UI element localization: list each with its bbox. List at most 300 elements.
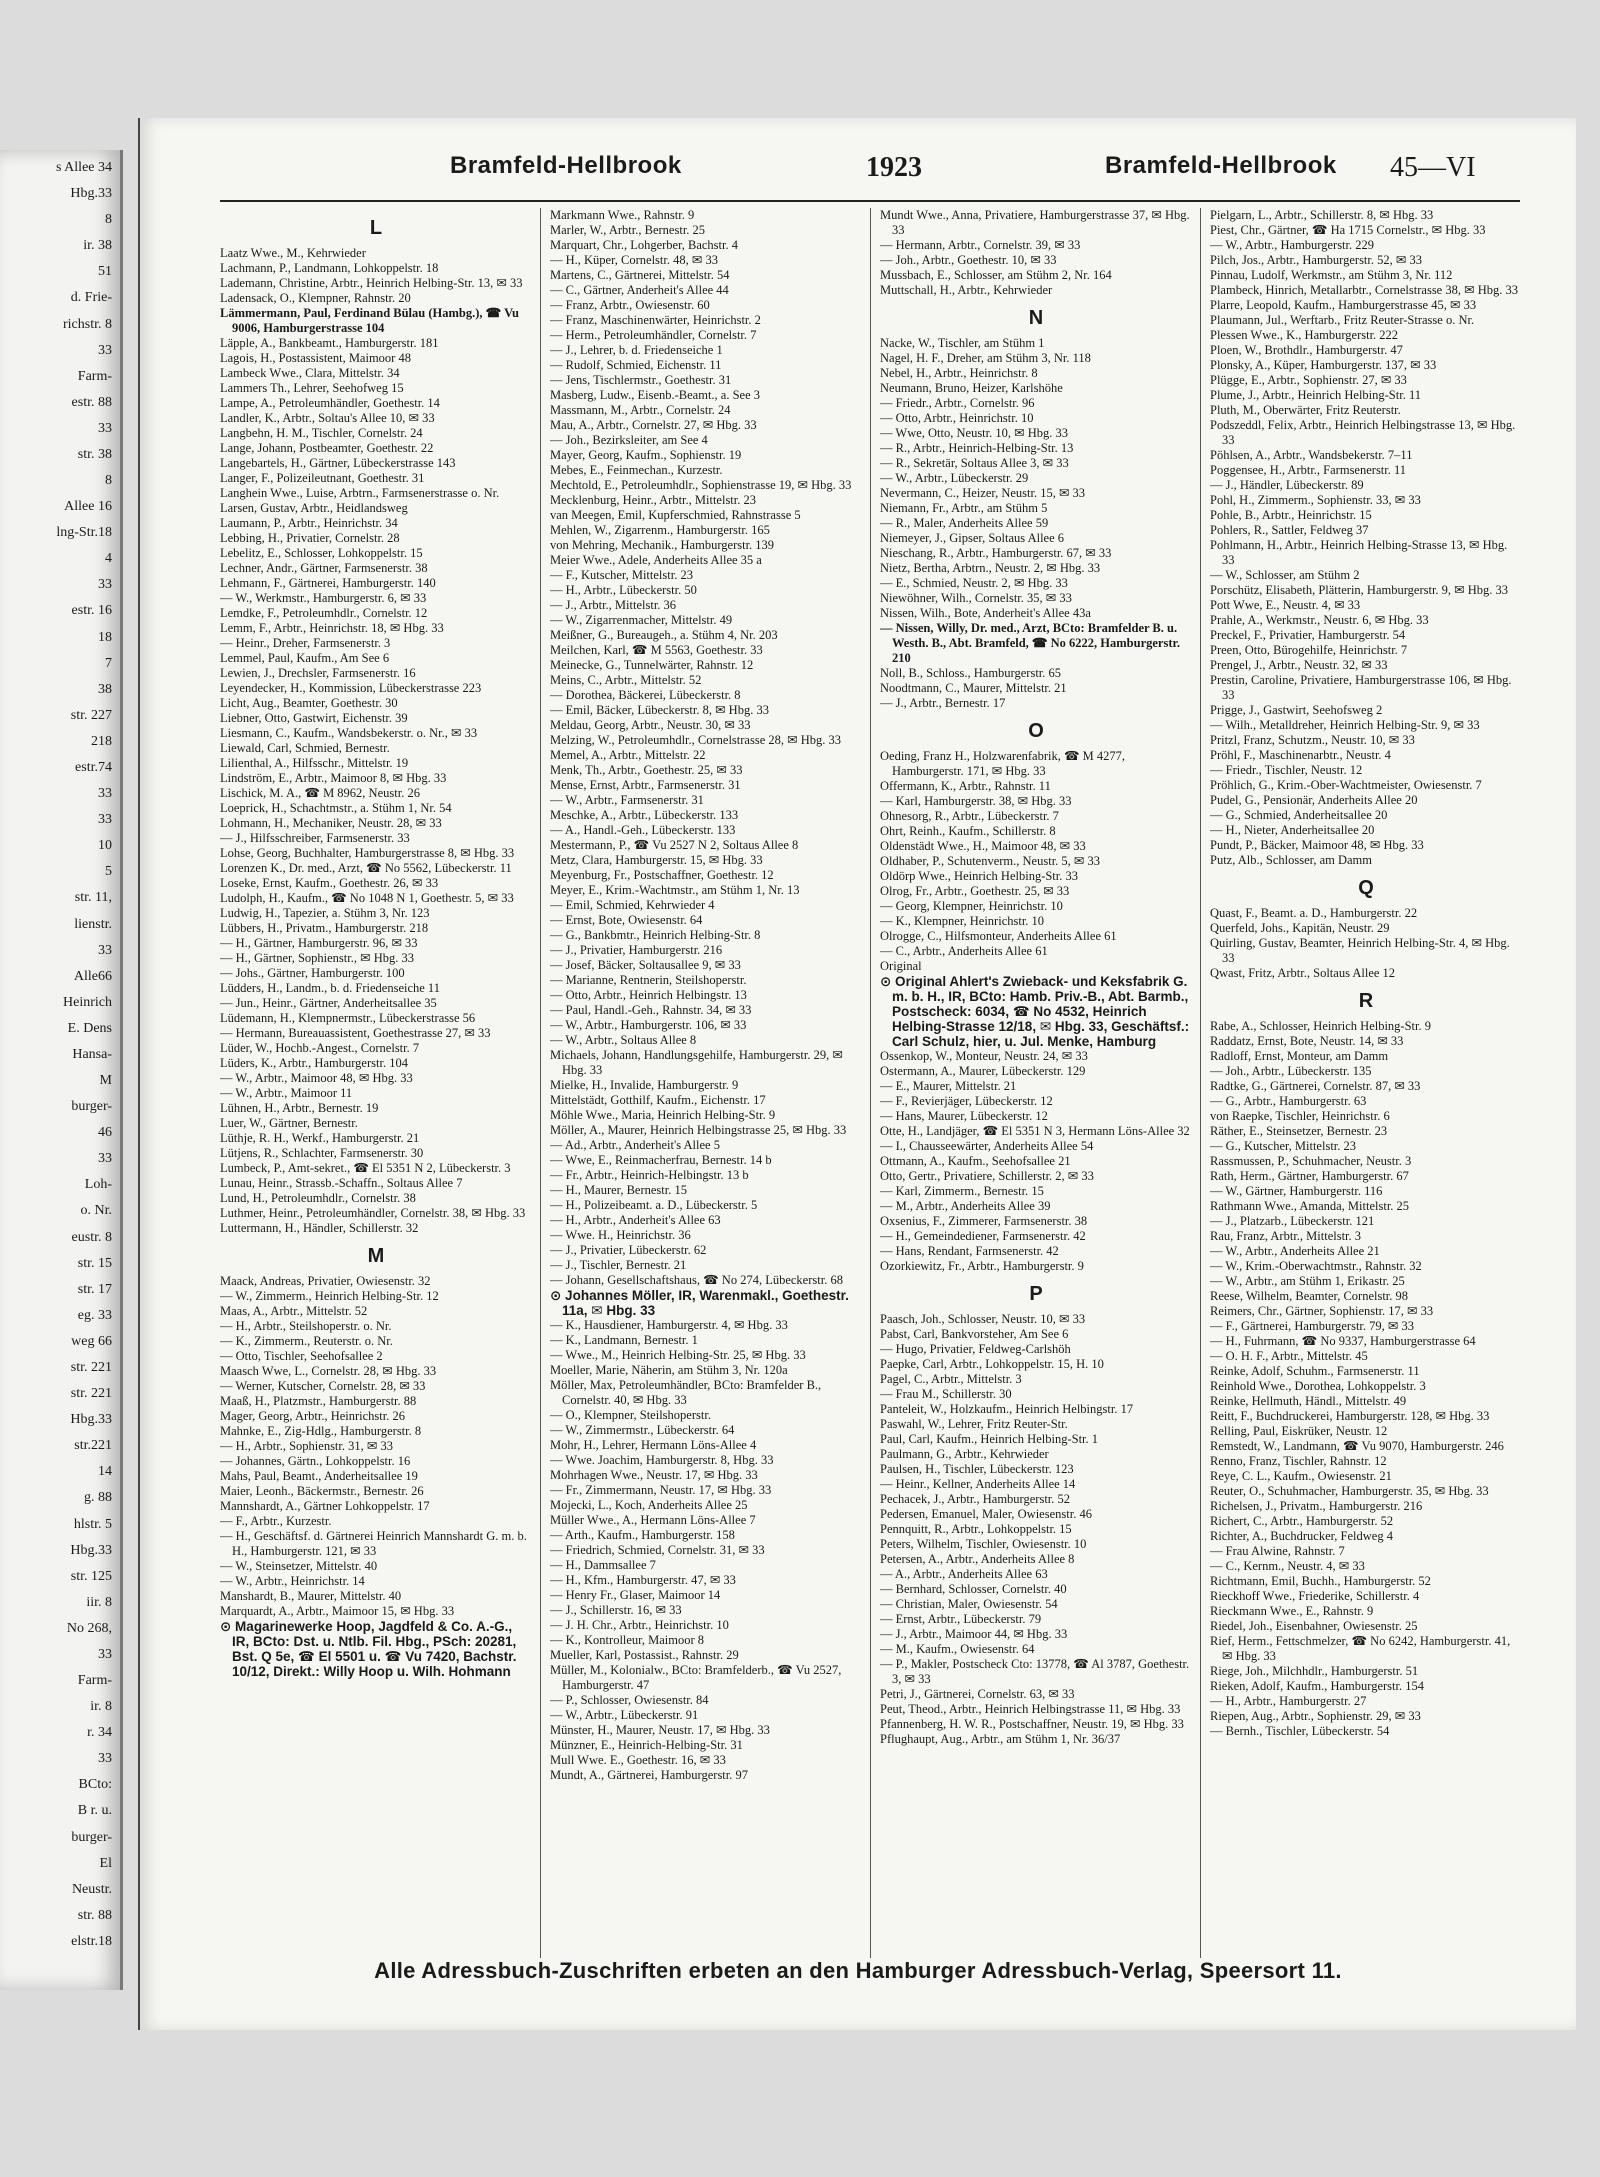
directory-entry: Rieckmann Wwe., E., Rahnstr. 9 [1210,1604,1374,1618]
directory-entry: Mueller, Karl, Postassist., Rahnstr. 29 [550,1648,739,1662]
directory-entry: Rau, Franz, Arbtr., Mittelstr. 3 [1210,1229,1362,1243]
directory-entry: Plessen Wwe., K., Hamburgerstr. 222 [1210,328,1399,342]
directory-entry: — K., Kontrolleur, Maimoor 8 [550,1633,704,1647]
previous-page-fragment: 33 [98,342,112,358]
previous-page-fragment: burger- [71,1099,112,1115]
directory-entry: Pagel, C., Arbtr., Mittelstr. 3 [880,1372,1022,1386]
directory-entry: Mundt Wwe., Anna, Privatiere, Hamburgerstrasse 37, ✉ Hbg. 33 [880,208,1190,237]
directory-entry: Möller, Max, Petroleumhändler, BCto: Bramfelder B., Cornelstr. 40, ✉ Hbg. 33 [550,1378,822,1407]
directory-entry: Plügge, E., Arbtr., Sophienstr. 27, ✉ 33 [1210,373,1407,387]
directory-entry: Nietz, Bertha, Arbtrn., Neustr. 2, ✉ Hbg. 33 [880,561,1101,575]
directory-entry: Ostermann, A., Maurer, Lübeckerstr. 129 [880,1064,1086,1078]
directory-entry: Liebner, Otto, Gastwirt, Eichenstr. 39 [220,711,408,725]
directory-entry: — Marianne, Rentnerin, Steilshoperstr. [550,973,747,987]
directory-entry: Original [880,959,922,973]
directory-entry: Mehlen, W., Zigarrenm., Hamburgerstr. 165 [550,523,770,537]
previous-page-fragment: Hbg.33 [70,186,112,202]
directory-entry: — Fr., Arbtr., Heinrich-Helbingstr. 13 b [550,1168,749,1182]
directory-entry: Pielgarn, L., Arbtr., Schillerstr. 8, ✉ Hbg. 33 [1210,208,1434,222]
previous-page-fragment: g. 88 [84,1490,112,1506]
directory-entry: — G., Kutscher, Mittelstr. 23 [1210,1139,1357,1153]
section-letter: Q [1358,877,1374,899]
directory-entry: Oldhaber, P., Schutenverm., Neustr. 5, ✉ 33 [880,854,1101,868]
directory-entry: Preen, Otto, Bürogehilfe, Heinrichstr. 7 [1210,643,1408,657]
directory-entry: Otte, H., Landjäger, ☎ El 5351 N 3, Hermann Löns-Allee 32 [880,1124,1190,1138]
directory-entry: — Jun., Heinr., Gärtner, Anderheitsallee 35 [220,996,437,1010]
directory-entry: — Henry Fr., Glaser, Maimoor 14 [550,1588,721,1602]
directory-entry: — H., Küper, Cornelstr. 48, ✉ 33 [550,253,718,267]
previous-page-fragment: 5 [105,864,112,880]
previous-page-fragment: s Allee 34 [56,160,112,175]
directory-entry: Rath, Herm., Gärtner, Hamburgerstr. 67 [1210,1169,1409,1183]
directory-entry: Peters, Wilhelm, Tischler, Owiesenstr. 10 [880,1537,1087,1551]
directory-entry: Pilch, Jos., Arbtr., Hamburgerstr. 52, ✉ 33 [1210,253,1422,267]
previous-page-fragment: elstr.18 [71,1933,112,1949]
directory-entry: Lohse, Georg, Buchhalter, Hamburgerstrasse 8, ✉ Hbg. 33 [220,846,515,860]
directory-entry: — J., Privatier, Hamburgerstr. 216 [550,943,723,957]
directory-entry: Ploen, W., Brothdlr., Hamburgerstr. 47 [1210,343,1403,357]
directory-entry: — M., Arbtr., Anderheits Allee 39 [880,1199,1051,1213]
directory-entry: Olrogge, C., Hilfsmonteur, Anderheits Allee 61 [880,929,1117,943]
directory-entry: — A., Handl.-Geh., Lübeckerstr. 133 [550,823,736,837]
header-year: 1923 [866,152,922,183]
previous-page-fragment: 33 [98,1751,112,1767]
directory-entry: — G., Bankbmtr., Heinrich Helbing-Str. 8 [550,928,761,942]
previous-page-fragment: 33 [98,420,112,436]
directory-entry: Martens, C., Gärtnerei, Mittelstr. 54 [550,268,730,282]
directory-entry: — W., Arbtr., am Stühm 1, Erikastr. 25 [1210,1274,1405,1288]
directory-entry: Mager, Georg, Arbtr., Heinrichstr. 26 [220,1409,405,1423]
directory-entry: Putz, Alb., Schlosser, am Damm [1210,853,1372,867]
directory-entry: — Joh., Bezirksleiter, am See 4 [550,433,708,447]
column-divider [1200,208,1201,1958]
directory-entry: Langhein Wwe., Luise, Arbtrn., Farmsenerstrasse o. Nr. [220,486,500,500]
directory-entry: Mannshardt, A., Gärtner Lohkoppelstr. 17 [220,1499,430,1513]
directory-entry: Plambeck, Hinrich, Metallarbtr., Cornelstrasse 38, ✉ Hbg. 33 [1210,283,1518,297]
directory-entry: Maack, Andreas, Privatier, Owiesenstr. 32 [220,1274,431,1288]
directory-entry: — Friedrich, Schmied, Cornelstr. 31, ✉ 33 [550,1543,765,1557]
previous-page-fragment: 33 [98,812,112,828]
directory-entry: — Arth., Kaufm., Hamburgerstr. 158 [550,1528,735,1542]
previous-page-fragment: iir. 8 [86,1594,112,1610]
directory-entry: Prigge, J., Gastwirt, Seehofsweg 2 [1210,703,1383,717]
previous-page-fragment: BCto: [78,1777,112,1793]
directory-entry: Möller, A., Maurer, Heinrich Helbingstrasse 25, ✉ Hbg. 33 [550,1123,847,1137]
directory-entry: — J., Arbtr., Maimoor 44, ✉ Hbg. 33 [880,1627,1068,1641]
directory-entry: — Ad., Arbtr., Anderheit's Allee 5 [550,1138,720,1152]
directory-entry: Paasch, Joh., Schlosser, Neustr. 10, ✉ 33 [880,1312,1086,1326]
directory-entry: Müller Wwe., A., Hermann Löns-Allee 7 [550,1513,756,1527]
directory-entry: Oldenstädt Wwe., H., Maimoor 48, ✉ 33 [880,839,1086,853]
directory-entry: Preckel, F., Privatier, Hamburgerstr. 54 [1210,628,1406,642]
previous-page-fragment: weg 66 [71,1333,112,1349]
directory-entry: — P., Schlosser, Owiesenstr. 84 [550,1693,709,1707]
directory-entry: Loeprick, H., Schachtmstr., a. Stühm 1, Nr. 54 [220,801,452,815]
directory-entry: Paul, Carl, Kaufm., Heinrich Helbing-Str. 1 [880,1432,1099,1446]
directory-entry: — W., Arbtr., Maimoor 11 [220,1086,353,1100]
directory-entry: Reinke, Hellmuth, Händl., Mittelstr. 49 [1210,1394,1407,1408]
previous-page-fragment: str. 17 [77,1281,112,1297]
previous-page-fragment: 14 [98,1464,112,1480]
directory-entry: Lammers Th., Lehrer, Seehofweg 15 [220,381,404,395]
directory-entry: Mojecki, L., Koch, Anderheits Allee 25 [550,1498,748,1512]
directory-entry: — E., Maurer, Mittelstr. 21 [880,1079,1017,1093]
directory-entry: — H., Arbtr., Hamburgerstr. 27 [1210,1694,1367,1708]
directory-entry: Neumann, Bruno, Heizer, Karlshöhe [880,381,1063,395]
directory-entry: Lübbers, H., Privatm., Hamburgerstr. 218 [220,921,429,935]
directory-entry: — Jens, Tischlermstr., Goethestr. 31 [550,373,732,387]
previous-page-fragment: str. 38 [77,446,112,462]
directory-entry: Lütjens, R., Schlachter, Farmsenerstr. 30 [220,1146,424,1160]
directory-entry: Lehmann, F., Gärtnerei, Hamburgerstr. 140 [220,576,436,590]
directory-entry: Petersen, A., Arbtr., Anderheits Allee 8 [880,1552,1075,1566]
previous-page-fragment: d. Frie- [70,290,112,306]
directory-entry: — W., Arbtr., Hamburgerstr. 229 [1210,238,1375,252]
directory-entry: Plume, J., Arbtr., Heinrich Helbing-Str. 11 [1210,388,1421,402]
directory-entry: — J., Lehrer, b. d. Friedenseiche 1 [550,343,723,357]
directory-entry: Prengel, J., Arbtr., Neustr. 32, ✉ 33 [1210,658,1388,672]
directory-entry: — Johannes, Gärtn., Lohkoppelstr. 16 [220,1454,411,1468]
directory-entry: Laatz Wwe., M., Kehrwieder [220,246,366,260]
previous-page-fragment: 218 [91,733,112,749]
previous-page-fragment: 33 [98,786,112,802]
directory-entry: Oeding, Franz H., Holzwarenfabrik, ☎ M 4277, Hamburgerstr. 171, ✉ Hbg. 33 [880,749,1126,778]
directory-entry: — Heinr., Dreher, Farmsenerstr. 3 [220,636,391,650]
directory-entry: Pflughaupt, Aug., Arbtr., am Stühm 1, Nr. 36/37 [880,1732,1121,1746]
directory-entry: — F., Gärtnerei, Hamburgerstr. 79, ✉ 33 [1210,1319,1414,1333]
directory-entry: — Johann, Gesellschaftshaus, ☎ No 274, Lübeckerstr. 68 [550,1273,843,1287]
directory-entry: Lademann, Christine, Arbtr., Heinrich Helbing-Str. 13, ✉ 33 [220,276,523,290]
directory-entry: Remstedt, W., Landmann, ☎ Vu 9070, Hamburgerstr. 246 [1210,1439,1504,1453]
directory-entry: — I., Chausseewärter, Anderheits Allee 54 [880,1139,1094,1153]
directory-entry: Ludwig, H., Tapezier, a. Stühm 3, Nr. 123 [220,906,430,920]
directory-entry: — W., Arbtr., Lübeckerstr. 91 [550,1708,699,1722]
previous-page-fragment: Neustr. [71,1881,112,1897]
previous-page-fragment: Alle66 [73,968,112,984]
directory-entry: Noll, B., Schloss., Hamburgerstr. 65 [880,666,1062,680]
directory-entry: Paulmann, G., Arbtr., Kehrwieder [880,1447,1049,1461]
directory-entry: — Johs., Gärtner, Hamburgerstr. 100 [220,966,405,980]
directory-entry: Maier, Leonh., Bäckermstr., Bernestr. 26 [220,1484,424,1498]
directory-entry: Marquardt, A., Arbtr., Maimoor 15, ✉ Hbg. 33 [220,1604,455,1618]
directory-entry: Podszeddl, Felix, Arbtr., Heinrich Helbingstrasse 13, ✉ Hbg. 33 [1210,418,1516,447]
directory-entry: — W., Krim.-Oberwachtmstr., Rahnstr. 32 [1210,1259,1422,1273]
directory-entry: — Emil, Schmied, Kehrwieder 4 [550,898,715,912]
directory-entry: — H., Kfm., Hamburgerstr. 47, ✉ 33 [550,1573,736,1587]
directory-entry: Meißner, G., Bureaugeh., a. Stühm 4, Nr. 203 [550,628,778,642]
directory-entry: Mayer, Georg, Kaufm., Sophienstr. 19 [550,448,742,462]
directory-entry: — K., Hausdiener, Hamburgerstr. 4, ✉ Hbg. 33 [550,1318,788,1332]
directory-entry: Plaumann, Jul., Werftarb., Fritz Reuter-Strasse o. Nr. [1210,313,1475,327]
directory-entry: — Karl, Zimmerm., Bernestr. 15 [880,1184,1044,1198]
directory-entry: Poggensee, H., Arbtr., Farmsenerstr. 11 [1210,463,1407,477]
directory-entry: Lüdders, H., Landm., b. d. Friedenseiche 11 [220,981,440,995]
directory-entry: Müller, M., Kolonialw., BCto: Bramfelderb., ☎ Vu 2527, Hamburgerstr. 47 [550,1663,842,1692]
directory-entry: Räther, E., Steinsetzer, Bernestr. 23 [1210,1124,1388,1138]
directory-entry: — W., Arbtr., Anderheits Allee 21 [1210,1244,1380,1258]
directory-column-3 [880,208,1192,1998]
directory-entry: — W., Zimmermstr., Lübeckerstr. 64 [550,1423,735,1437]
directory-entry: — F., Revierjäger, Lübeckerstr. 12 [880,1094,1053,1108]
previous-page-fragment: lienstr. [74,916,112,932]
directory-entry: — H., Polizeibeamt. a. D., Lübeckerstr. 5 [550,1198,758,1212]
directory-entry: Prahle, A., Werkmstr., Neustr. 6, ✉ Hbg. 33 [1210,613,1429,627]
directory-entry: Pluth, M., Oberwärter, Fritz Reuterstr. [1210,403,1401,417]
directory-entry: Mohrhagen Wwe., Neustr. 17, ✉ Hbg. 33 [550,1468,758,1482]
directory-entry: Mebes, E., Feinmechan., Kurzestr. [550,463,723,477]
directory-entry: Lund, H., Petroleumhdlr., Cornelstr. 38 [220,1191,416,1205]
directory-entry: Lewien, J., Drechsler, Farmsenerstr. 16 [220,666,416,680]
directory-entry: Paswahl, W., Lehrer, Fritz Reuter-Str. [880,1417,1068,1431]
directory-entry: — W., Arbtr., Lübeckerstr. 29 [880,471,1029,485]
directory-entry: Pohle, B., Arbtr., Heinrichstr. 15 [1210,508,1372,522]
directory-entry: — K., Klempner, Heinrichstr. 10 [880,914,1045,928]
previous-page-fragment: lng-Str.18 [56,525,112,541]
directory-entry: Reinke, Adolf, Schuhm., Farmsenerstr. 11 [1210,1364,1420,1378]
previous-page-fragment: E. Dens [67,1020,112,1036]
directory-entry: — H., Arbtr., Steilshoperstr. o. Nr. [220,1319,392,1333]
directory-entry: Pinnau, Ludolf, Werkmstr., am Stühm 3, Nr. 112 [1210,268,1453,282]
directory-entry: Memel, A., Arbtr., Mittelstr. 22 [550,748,706,762]
directory-entry: — C., Gärtner, Anderheit's Allee 44 [550,283,729,297]
previous-page-fragment: 33 [98,1151,112,1167]
directory-entry: — O., Klempner, Steilshoperstr. [550,1408,711,1422]
directory-entry: Meldau, Georg, Arbtr., Neustr. 30, ✉ 33 [550,718,751,732]
directory-entry: Lagois, H., Postassistent, Maimoor 48 [220,351,411,365]
directory-entry: — H., Fuhrmann, ☎ No 9337, Hamburgerstrasse 64 [1210,1334,1476,1348]
directory-entry: Menk, Th., Arbtr., Goethestr. 25, ✉ 33 [550,763,743,777]
directory-entry: Lachmann, P., Landmann, Lohkoppelstr. 18 [220,261,439,275]
directory-columns [220,208,1520,1998]
directory-entry: Metz, Clara, Hamburgerstr. 15, ✉ Hbg. 33 [550,853,763,867]
directory-column-1 [220,208,532,1998]
directory-entry: Nieschang, R., Arbtr., Hamburgerstr. 67, ✉ 33 [880,546,1112,560]
directory-entry: Luttermann, H., Händler, Schillerstr. 32 [220,1221,419,1235]
previous-page-fragment: Loh- [84,1177,112,1193]
directory-entry: — Herm., Petroleumhändler, Cornelstr. 7 [550,328,757,342]
directory-entry: Lebelitz, E., Schlosser, Lohkoppelstr. 15 [220,546,423,560]
directory-entry: — C., Arbtr., Anderheits Allee 61 [880,944,1048,958]
directory-entry: Plarre, Leopold, Kaufm., Hamburgerstrasse 45, ✉ 33 [1210,298,1477,312]
directory-entry: Läpple, A., Bankbeamt., Hamburgerstr. 181 [220,336,439,350]
previous-page-fragment: 33 [98,577,112,593]
directory-entry: Liesmann, C., Kaufm., Wandsbekerstr. o. Nr., ✉ 33 [220,726,478,740]
directory-entry: Lampe, A., Petroleumhändler, Goethestr. 14 [220,396,440,410]
previous-page-fragment: Farm- [77,368,112,384]
directory-entry: — J., Platzarb., Lübeckerstr. 121 [1210,1214,1375,1228]
previous-page-fragment: 8 [105,473,112,489]
directory-entry: Pfannenberg, H. W. R., Postschaffner, Neustr. 19, ✉ Hbg. 33 [880,1717,1184,1731]
directory-entry: Pundt, P., Bäcker, Maimoor 48, ✉ Hbg. 33 [1210,838,1424,852]
previous-page-fragment: estr. 16 [71,603,112,619]
directory-entry: Lohmann, H., Mechaniker, Neustr. 28, ✉ 33 [220,816,442,830]
directory-entry: — J., Hilfsschreiber, Farmsenerstr. 33 [220,831,410,845]
directory-entry: Pedersen, Emanuel, Maler, Owiesenstr. 46 [880,1507,1092,1521]
directory-entry: Pudel, G., Pensionär, Anderheits Allee 20 [1210,793,1418,807]
previous-page-fragment: 33 [98,1646,112,1662]
directory-entry: Mundt, A., Gärtnerei, Hamburgerstr. 97 [550,1768,748,1782]
directory-entry: Langebartels, H., Gärtner, Lübeckerstrasse 143 [220,456,456,470]
directory-entry: Richelsen, J., Privatm., Hamburgerstr. 216 [1210,1499,1423,1513]
directory-entry: — J., Arbtr., Mittelstr. 36 [550,598,677,612]
directory-entry: — H., Dammsallee 7 [550,1558,656,1572]
directory-entry: — Joh., Arbtr., Lübeckerstr. 135 [1210,1064,1372,1078]
directory-entry: Ohnesorg, R., Arbtr., Lübeckerstr. 7 [880,809,1059,823]
directory-entry: — Otto, Arbtr., Heinrichstr. 10 [880,411,1034,425]
previous-page-fragment: str. 125 [70,1568,112,1584]
directory-entry: Lumbeck, P., Amt-sekret., ☎ El 5351 N 2, Lübeckerstr. 3 [220,1161,511,1175]
directory-entry: — Karl, Hamburgerstr. 38, ✉ Hbg. 33 [880,794,1072,808]
previous-page-fragment: estr.74 [75,760,112,775]
directory-entry: Maas, A., Arbtr., Mittelstr. 52 [220,1304,368,1318]
directory-entry: Rieckhoff Wwe., Friederike, Schillerstr. 4 [1210,1589,1420,1603]
directory-entry: — Franz, Maschinenwärter, Heinrichstr. 2 [550,313,761,327]
section-letter: R [1358,990,1374,1012]
directory-entry: Lambeck Wwe., Clara, Mittelstr. 34 [220,366,400,380]
directory-entry: — W., Steinsetzer, Mittelstr. 40 [220,1559,378,1573]
previous-page-fragment: M [99,1073,112,1089]
previous-page-fragment: richstr. 8 [63,316,112,332]
directory-entry: — Frau Alwine, Rahnstr. 7 [1210,1544,1345,1558]
directory-entry: Reimers, Chr., Gärtner, Sophienstr. 17, ✉ 33 [1210,1304,1434,1318]
directory-entry: Lühnen, H., Arbtr., Bernestr. 19 [220,1101,379,1115]
directory-entry: Meier Wwe., Adele, Anderheits Allee 35 a [550,553,762,567]
directory-entry: — M., Kaufm., Owiesenstr. 64 [880,1642,1035,1656]
address-book-page [138,118,1576,2030]
previous-page-fragment: Hansa- [72,1046,112,1062]
directory-entry: — R., Sekretär, Soltaus Allee 3, ✉ 33 [880,456,1069,470]
directory-entry: Massmann, M., Arbtr., Cornelstr. 24 [550,403,731,417]
directory-entry: — H., Nieter, Anderheitsallee 20 [1210,823,1375,837]
directory-entry: Lebbing, H., Privatier, Cornelstr. 28 [220,531,400,545]
directory-entry: Panteleit, W., Holzkaufm., Heinrich Helbingstr. 17 [880,1402,1134,1416]
directory-entry: Plonsky, A., Küper, Hamburgerstr. 137, ✉ 33 [1210,358,1437,372]
directory-entry: Niewöhner, Wilh., Cornelstr. 35, ✉ 33 [880,591,1072,605]
directory-entry: — Wwe, E., Reinmacherfrau, Bernestr. 14 b [550,1153,772,1167]
directory-entry: Lüders, K., Arbtr., Hamburgerstr. 104 [220,1056,408,1070]
directory-entry: Radloff, Ernst, Monteur, am Damm [1210,1049,1389,1063]
directory-entry: — R., Arbtr., Heinrich-Helbing-Str. 13 [880,441,1074,455]
directory-entry: — H., Gemeindediener, Farmsenerstr. 42 [880,1229,1086,1243]
directory-entry: Ohrt, Reinh., Kaufm., Schillerstr. 8 [880,824,1056,838]
directory-entry: — Josef, Bäcker, Soltausallee 9, ✉ 33 [550,958,741,972]
directory-entry: Pechacek, J., Arbtr., Hamburgerstr. 52 [880,1492,1071,1506]
directory-entry: — Rudolf, Schmied, Eichenstr. 11 [550,358,722,372]
directory-entry: — Heinr., Kellner, Anderheits Allee 14 [880,1477,1076,1491]
previous-page-edge [0,150,123,1990]
directory-entry: Laumann, P., Arbtr., Heinrichstr. 34 [220,516,398,530]
directory-entry: Mussbach, E., Schlosser, am Stühm 2, Nr. 164 [880,268,1112,282]
directory-entry: Rathmann Wwe., Amanda, Mittelstr. 25 [1210,1199,1410,1213]
directory-entry: Möhle Wwe., Maria, Heinrich Helbing-Str. 9 [550,1108,776,1122]
directory-entry: — E., Schmied, Neustr. 2, ✉ Hbg. 33 [880,576,1068,590]
directory-entry: — W., Arbtr., Soltaus Allee 8 [550,1033,697,1047]
previous-page-fragment: Heinrich [63,994,112,1010]
previous-page-fragment: ir. 8 [90,1699,112,1715]
directory-entry: — Franz, Arbtr., Owiesenstr. 60 [550,298,710,312]
directory-entry: Liewald, Carl, Schmied, Bernestr. [220,741,390,755]
directory-entry: Querfeld, Johs., Kapitän, Neustr. 29 [1210,921,1390,935]
directory-entry: Markmann Wwe., Rahnstr. 9 [550,208,695,222]
directory-entry: — P., Makler, Postscheck Cto: 13778, ☎ Al 3787, Goethestr. 3, ✉ 33 [880,1657,1190,1686]
previous-page-fragment: El [99,1855,112,1871]
directory-entry: Lischick, M. A., ☎ M 8962, Neustr. 26 [220,786,420,800]
directory-entry: — K., Zimmerm., Reuterstr. o. Nr. [220,1334,393,1348]
directory-entry: Larsen, Gustav, Arbtr., Heidlandsweg [220,501,408,515]
column-divider [540,208,541,1958]
directory-entry: Petri, J., Gärtnerei, Cornelstr. 63, ✉ 33 [880,1687,1075,1701]
section-letter: L [369,217,383,239]
directory-entry: — Hermann, Bureauassistent, Goethestrasse 27, ✉ 33 [220,1026,491,1040]
directory-column-2 [550,208,862,1998]
directory-entry: Lüder, W., Hochb.-Angest., Cornelstr. 7 [220,1041,420,1055]
directory-entry: Mestermann, P., ☎ Vu 2527 N 2, Soltaus Allee 8 [550,838,799,852]
column-divider [870,208,871,1958]
directory-entry: Riepen, Aug., Arbtr., Sophienstr. 29, ✉ 33 [1210,1709,1421,1723]
directory-entry: Oldörp Wwe., Heinrich Helbing-Str. 33 [880,869,1078,883]
directory-entry: — Friedr., Tischler, Neustr. 12 [1210,763,1363,777]
directory-entry: Nebel, H., Arbtr., Heinrichstr. 8 [880,366,1038,380]
directory-entry: — Fr., Zimmermann, Neustr. 17, ✉ Hbg. 33 [550,1483,772,1497]
directory-entry: — W., Arbtr., Heinrichstr. 14 [220,1574,365,1588]
directory-entry: — Otto, Arbtr., Heinrich Helbingstr. 13 [550,988,747,1002]
directory-entry: Pabst, Carl, Bankvorsteher, Am See 6 [880,1327,1069,1341]
previous-page-fragment: str. 221 [70,1360,112,1375]
previous-page-fragment: 51 [98,264,112,280]
header-place-left: Bramfeld-Hellbrook [450,152,682,179]
directory-entry: Lorenzen K., Dr. med., Arzt, ☎ No 5562, Lübeckerstr. 11 [220,861,512,875]
directory-entry: Meilchen, Karl, ☎ M 5563, Goethestr. 33 [550,643,763,657]
directory-entry: Manshardt, B., Maurer, Mittelstr. 40 [220,1589,402,1603]
directory-entry: — H., Arbtr., Sophienstr. 31, ✉ 33 [220,1439,393,1453]
directory-entry: — Otto, Tischler, Seehofsallee 2 [220,1349,383,1363]
directory-column-4 [1210,208,1522,1998]
directory-entry: Quast, F., Beamt. a. D., Hamburgerstr. 22 [1210,906,1418,920]
directory-entry: Niemann, Fr., Arbtr., am Stühm 5 [880,501,1048,515]
previous-page-fragment: Farm- [77,1673,112,1689]
previous-page-fragment: 7 [105,655,112,671]
directory-entry: Oxsenius, F., Zimmerer, Farmsenerstr. 38 [880,1214,1088,1228]
directory-entry: Ozorkiewitz, Fr., Arbtr., Hamburgerstr. 9 [880,1259,1084,1273]
previous-page-fragment: str.221 [74,1438,112,1454]
directory-entry: — Joh., Arbtr., Goethestr. 10, ✉ 33 [880,253,1057,267]
directory-entry: — H., Maurer, Bernestr. 15 [550,1183,687,1197]
directory-entry: Prestin, Caroline, Privatiere, Hamburgerstrasse 106, ✉ Hbg. 33 [1210,673,1512,702]
previous-page-fragment: 46 [98,1125,112,1141]
directory-entry: Riege, Joh., Milchhdlr., Hamburgerstr. 51 [1210,1664,1419,1678]
directory-entry: Rassmussen, P., Schuhmacher, Neustr. 3 [1210,1154,1412,1168]
previous-page-fragment: 33 [98,942,112,958]
directory-entry: Offermann, K., Arbtr., Rahnstr. 11 [880,779,1051,793]
directory-entry: Mau, A., Arbtr., Cornelstr. 27, ✉ Hbg. 33 [550,418,757,432]
directory-entry: Rieken, Adolf, Kaufm., Hamburgerstr. 154 [1210,1679,1424,1693]
directory-entry: Mecklenburg, Heinr., Arbtr., Mittelstr. 23 [550,493,756,507]
directory-entry: Rabe, A., Schlosser, Heinrich Helbing-Str. 9 [1210,1019,1431,1033]
directory-entry: — Christian, Maler, Owiesenstr. 54 [880,1597,1058,1611]
directory-entry: — Emil, Bäcker, Lübeckerstr. 8, ✉ Hbg. 33 [550,703,769,717]
previous-page-fragment: 38 [98,681,112,697]
directory-entry: von Mehring, Mechanik., Hamburgerstr. 139 [550,538,775,552]
directory-entry: Meyenburg, Fr., Postschaffner, Goethestr. 12 [550,868,774,882]
directory-entry: Reese, Wilhelm, Beamter, Cornelstr. 98 [1210,1289,1409,1303]
directory-entry: Marler, W., Arbtr., Bernestr. 25 [550,223,706,237]
directory-entry: Pohlmann, H., Arbtr., Heinrich Helbing-Strasse 13, ✉ Hbg. 33 [1210,538,1508,567]
directory-entry: — K., Landmann, Bernestr. 1 [550,1333,698,1347]
previous-page-fragment: o. Nr. [80,1203,112,1219]
previous-page-fragment: No 268, [66,1620,112,1636]
previous-page-fragment: 8 [105,212,112,228]
directory-entry: — G., Schmied, Anderheitsallee 20 [1210,808,1388,822]
